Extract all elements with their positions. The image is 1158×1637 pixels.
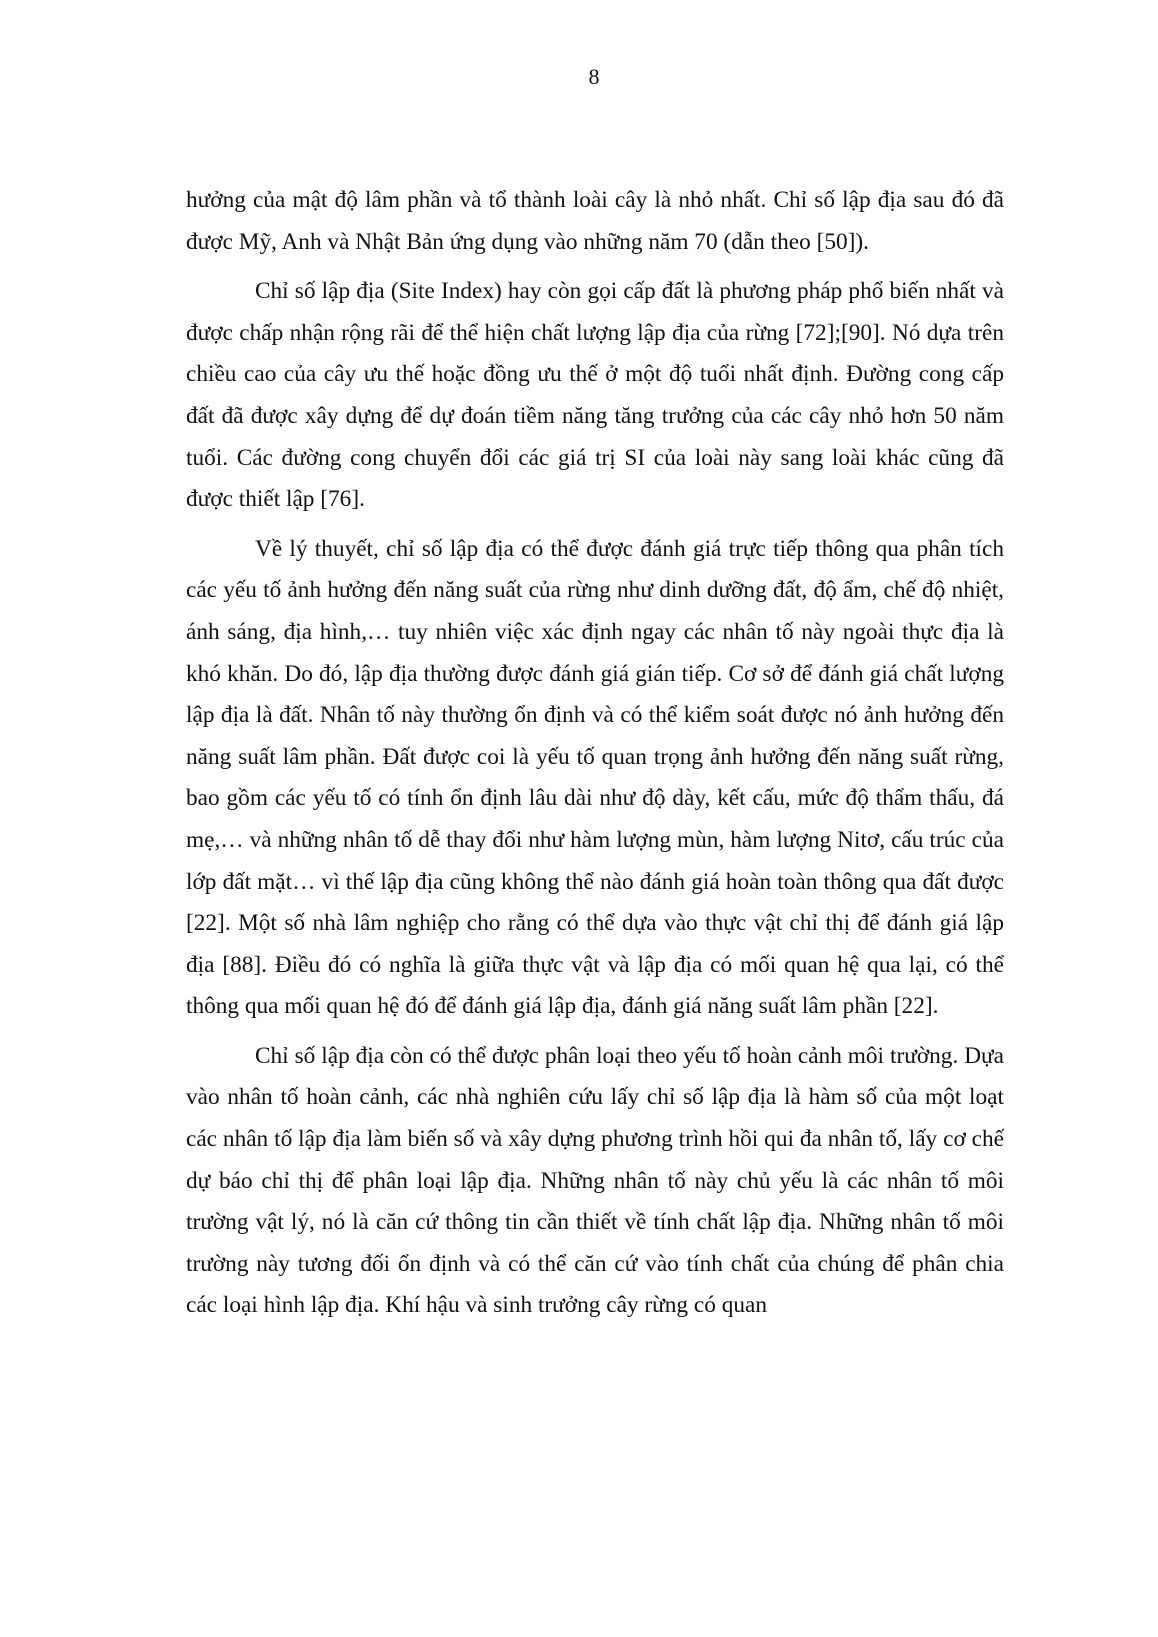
page-number: 8 xyxy=(588,64,600,89)
paragraph-continuation: hưởng của mật độ lâm phần và tổ thành loài cây là nhỏ nhất. Chỉ số lập địa sau đó đã được Mỹ, Anh và Nhật Bản ứng dụng vào những năm 70 (dẫn theo [50]). xyxy=(186,187,1004,255)
paragraph-site-index: Chỉ số lập địa (Site Index) hay còn gọi cấp đất là phương pháp phổ biến nhất và được chấp nhận rộng rãi để thể hiện chất lượng lập địa của rừng [72];[90]. Nó dựa trên chiều cao của cây ưu thế hoặc đồng ưu thế ở một độ tuổi nhất định. Đường cong cấp đất đã được xây dựng để dự đoán tiềm năng tăng trưởng của các cây nhỏ hơn 50 năm tuổi. Các đường cong chuyển đổi các giá trị SI của loài này sang loài khác cũng đã được thiết lập [76]. xyxy=(186,278,1004,513)
paragraph-theory: Về lý thuyết, chỉ số lập địa có thể được đánh giá trực tiếp thông qua phân tích các yếu tố ảnh hưởng đến năng suất của rừng như dinh dưỡng đất, độ ẩm, chế độ nhiệt, ánh sáng, địa hình,… tuy nhiên việc xác định ngay các nhân tố này ngoài thực địa là khó khăn. Do đó, lập địa thường được đánh giá gián tiếp. Cơ sở để đánh giá chất lượng lập địa là đất. Nhân tố này thường ổn định và có thể kiểm soát được nó ảnh hưởng đến năng suất lâm phần. Đất được coi là yếu tố quan trọng ảnh hưởng đến năng suất rừng, bao gồm các yếu tố có tính ổn định lâu dài như độ dày, kết cấu, mức độ thẩm thấu, đá mẹ,… và những nhân tố dễ thay đổi như hàm lượng mùn, hàm lượng Nitơ, cấu trúc của lớp đất mặt… vì thế lập địa cũng không thể nào đánh giá hoàn toàn thông qua đất được [22]. Một số nhà lâm nghiệp cho rằng có thể dựa vào thực vật chỉ thị để đánh giá lập địa [88]. Điều đó có nghĩa là giữa thực vật và lập địa có mối quan hệ qua lại, có thể thông qua mối quan hệ đó để đánh giá lập địa, đánh giá năng suất lâm phần [22]. xyxy=(186,535,1004,1020)
document-body xyxy=(186,180,1004,1327)
paragraph-environment: Chỉ số lập địa còn có thể được phân loại theo yếu tố hoàn cảnh môi trường. Dựa vào nhân tố hoàn cảnh, các nhà nghiên cứu lấy chỉ số lập địa là hàm số của một loạt các nhân tố lập địa làm biến số và xây dựng phương trình hồi qui đa nhân tố, lấy cơ chế dự báo chỉ thị để phân loại lập địa. Những nhân tố này chủ yếu là các nhân tố môi trường vật lý, nó là căn cứ thông tin cần thiết về tính chất lập địa. Những nhân tố môi trường này tương đối ổn định và có thể căn cứ vào tính chất của chúng để phân chia các loại hình lập địa. Khí hậu và sinh trưởng cây rừng có quan xyxy=(186,1042,1004,1319)
